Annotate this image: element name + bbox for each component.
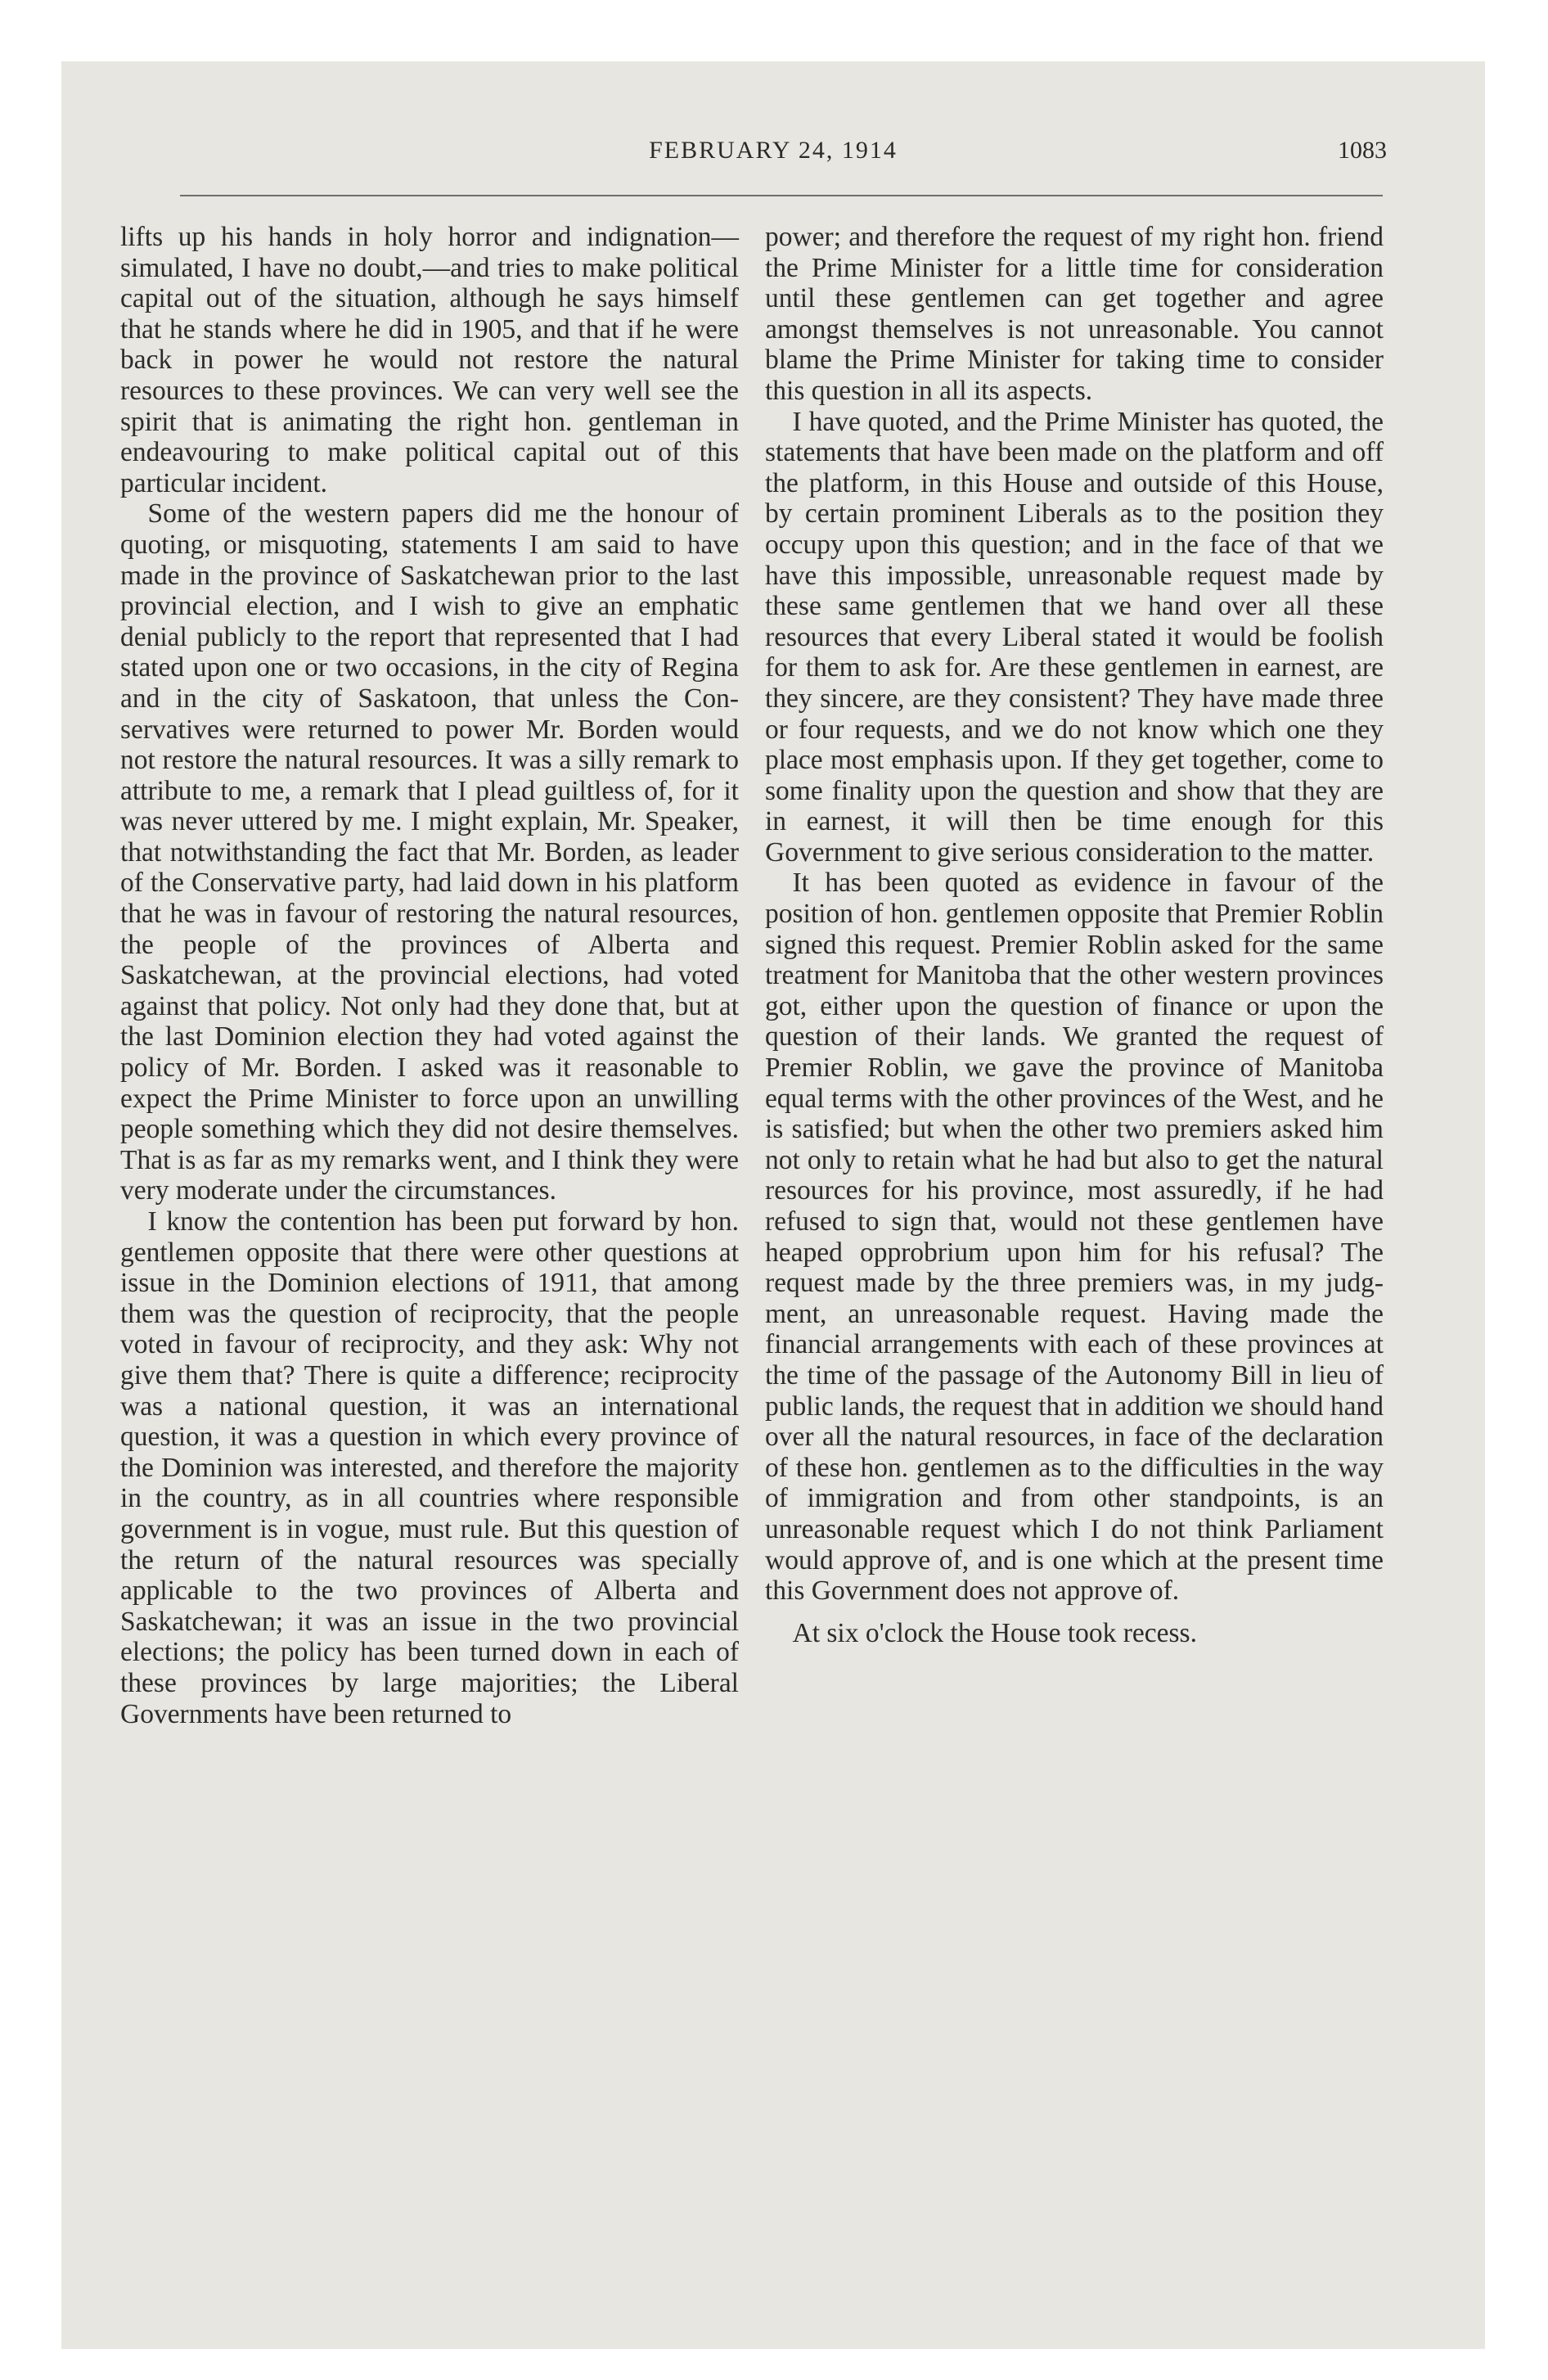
- paragraph: Some of the western papers did me the honour of quoting, or misquoting, statements I am said to have made in the province of Saskatchewan prior to the last provincial election, and I wish to give an emphatic denial publicly to the report that represented that I had stated upon one or two occasions, in the city of Regina and in the city of Saskatoon, that unless the Conservatives were returned to power Mr. Borden would not restore the natural resources. It was a silly remark to attribute to me, a remark that I plead guiltless of, for it was never uttered by me. I might explain, Mr. Speaker, that notwithstanding the fact that Mr. Borden, as leader of the Conservative party, had laid down in his platform that he was in favour of restoring the natural resources, the people of the provinces of Alberta and Saskatchewan, at the provincial elections, had voted against that policy. Not only had they done that, but at the last Dominion election they had voted against the policy of Mr. Borden. I asked was it reasonable to expect the Prime Minister to force upon an unwilling people something which they did not desire themselves. That is as far as my remarks went, and I think they were very moderate under the circumstances.: [120, 498, 739, 1206]
- page-number: 1083: [1338, 137, 1387, 164]
- paragraph: I know the contention has been put forward by hon. gentlemen opposite that there were other questions at issue in the Dominion elections of 1911, that among them was the question of reciprocity, that the people voted in favour of reciprocity, and they ask: Why not give them that? There is quite a difference; reciprocity was a national question, it was an international question, it was a question in which every province of the Dominion was interested, and therefore the majority in the country, as in all countries where responsible government is in vogue, must rule. But this question of the return of the natural resources was specially applicable to the two provinces of Alberta and Saskatchewan; it was an issue in the two provincial elections; the policy has been turned down in each of these provinces by large majorities; the Liberal Governments have been returned to: [120, 1206, 739, 1729]
- header-date: FEBRUARY 24, 1914: [649, 137, 898, 164]
- paragraph: lifts up his hands in holy horror and indignation—simulated, I have no doubt,—and tries to make political capital out of the situation, although he says himself that he stands where he did in 1905, and that if he were back in power he would not restore the natural resources to these provinces. We can very well see the spirit that is animating the right hon. gentleman in endeavouring to make political capital out of this particular incident.: [120, 222, 739, 498]
- paragraph: I have quoted, and the Prime Minister has quoted, the statements that have been made on the platform and off the platform, in this House and outside of this House, by certain prominent Liberals as to the position they occupy upon this question; and in the face of that we have this impossible, unreasonable request made by these same gentlemen that we hand over all these resources that every Liberal stated it would be foolish for them to ask for. Are these gentlemen in earnest, are they sincere, are they consistent? They have made three or four requests, and we do not know which one they place most emphasis upon. If they get together, come to some finality upon the question and show that they are in earnest, it will then be time enough for this Government to give serious consideration to the matter.: [765, 406, 1384, 868]
- page-header: [61, 137, 1485, 169]
- header-rule: [180, 195, 1383, 196]
- paragraph: power; and therefore the request of my right hon. friend the Prime Minister for a little time for consideration until these gentlemen can get together and agree amongst themselves is not unreasonable. You cannot blame the Prime Minister for taking time to consider this question in all its aspects.: [765, 222, 1384, 406]
- left-column: [120, 222, 739, 1729]
- right-column: [765, 222, 1384, 1648]
- paragraph: It has been quoted as evidence in favour of the position of hon. gentlemen opposite that Premier Roblin signed this request. Premier Roblin asked for the same treatment for Manitoba that the other western provinces got, either upon the question of finance or upon the question of their lands. We granted the request of Premier Roblin, we gave the province of Manitoba equal terms with the other provinces of the West, and he is satisfied; but when the other two premiers asked him not only to retain what he had but also to get the natural resources for his province, most assuredly, if he had refused to sign that, would not these gentlemen have heaped opprobrium upon him for his refusal? The request made by the three premiers was, in my judgment, an unreasonable request. Having made the financial arrangements with each of these provinces at the time of the passage of the Autonomy Bill in lieu of public lands, the request that in addition we should hand over all the natural resources, in face of the declaration of these hon. gentlemen as to the difficulties in the way of immigration and from other standpoints, is an unreasonable request which I do not think Parliament would approve of, and is one which at the present time this Government does not approve of.: [765, 868, 1384, 1607]
- recess-note: At six o'clock the House took recess.: [792, 1617, 1197, 1648]
- page-sheet: [61, 61, 1485, 2349]
